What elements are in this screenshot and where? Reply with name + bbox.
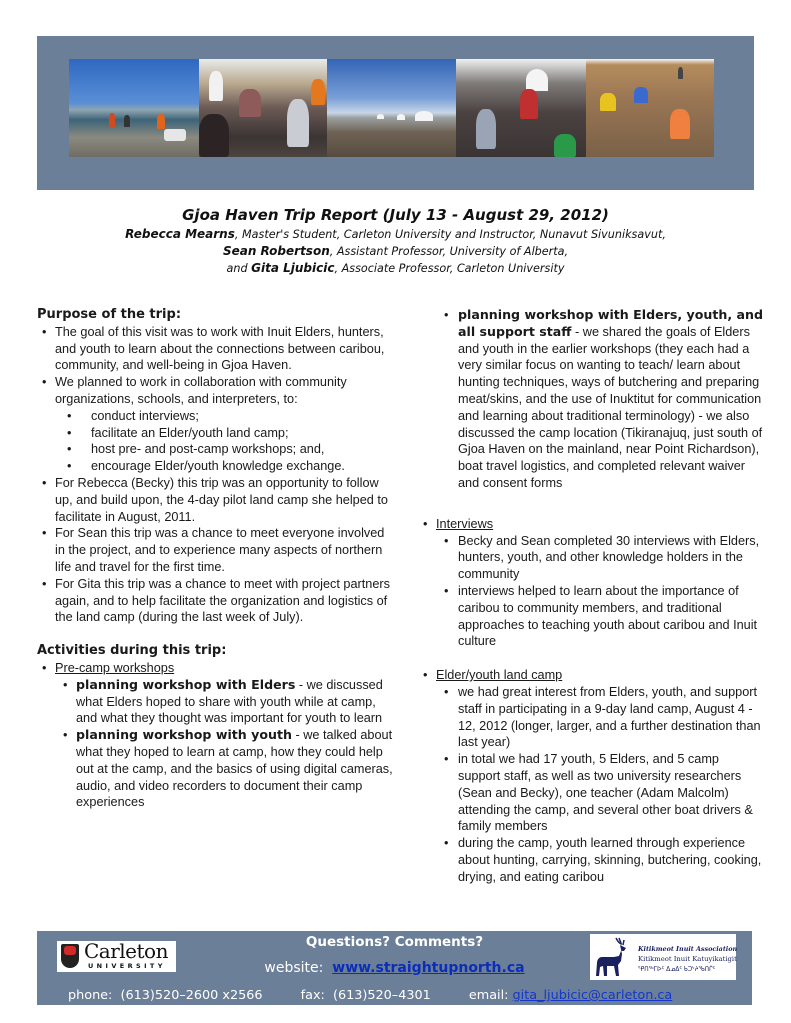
questions-comments-text: Questions? Comments? [305,934,484,950]
precamp-label-text: Pre-camp workshops [55,660,175,675]
purpose-subitem: • encourage Elder/youth knowledge exchange. [37,458,397,475]
phone-label: phone: [68,988,113,1003]
kia-logo-line1: Kitikmeot Inuit Association [638,945,738,953]
group-gathered-near-tent-photo [456,59,586,157]
website-link[interactable]: www.straightupnorth.ca [332,960,525,976]
kia-logo-line3: ᕿᑎᖅᒥᐅᑦ ᐃᓄᐃᑦ ᑲᑐᔾᔨᖃᑎᒌᑦ [638,966,716,973]
author-role: , Associate Professor, Carleton University [334,262,565,275]
interviews-section-label [418,516,763,533]
report-header [60,206,731,277]
precamp-item [37,677,397,727]
author-line [60,260,731,277]
purpose-item-text: For Sean this trip was a chance to meet everyone involved in the project, and to experience many aspects of northern life and travel for the first time. [55,526,385,574]
purpose-item-text: We planned to work in collaboration with community organizations, schools, and interpreters, to: [55,375,347,406]
author-prefix: and [226,262,252,275]
contact-footer [37,931,752,1005]
kia-logo-line2: Kitikmeot Inuit Katuyikatigit [638,955,737,963]
author-role: , Master's Student, Carleton University and Instructor, Nunavut Sivuniksavut, [234,228,666,241]
photo-strip [69,59,722,157]
precamp-item [37,727,397,811]
author-line [60,243,731,260]
landcamp-section-label [418,667,763,684]
email-link[interactable]: gita_ljubicic@carleton.ca [512,988,673,1003]
group-workshop-outdoors-photo [199,59,327,157]
landcamp-label-text: Elder/youth land camp [436,668,563,683]
email-label: email: [468,988,509,1003]
precamp-item-bold: planning workshop with youth [76,727,292,743]
author-role: , Assistant Professor, University of Alberta, [329,245,569,258]
photo-banner [37,36,754,190]
fax-label: fax: [300,988,325,1003]
kitikmeot-inuit-association-logo [590,934,736,980]
purpose-subitem: • conduct interviews; [37,408,397,425]
author-name: Rebecca Mearns [125,227,235,241]
author-name: Gita Ljubicic [251,261,335,275]
fax-number: (613)520–4301 [332,988,431,1003]
carleton-logo-sub: UNIVERSITY [88,962,166,970]
interviews-item: • interviews helped to learn about the importance of caribou to community members, and traditional approaches to teaching youth about caribou and Inuit culture [418,583,763,650]
precamp-item-text: - we discussed what Elders hoped to share with youth while at camp, and what they thought was important for youth to learn [76,677,383,726]
precamp-section-label [37,660,397,677]
author-line [60,226,731,243]
tents-on-tundra-photo [327,59,456,157]
interviews-item: • Becky and Sean completed 30 interviews with Elders, hunters, youth, and other knowledge holders in the community [418,533,763,583]
phone-number: (613)520–2600 x2566 [120,988,263,1003]
purpose-subitem: • host pre- and post-camp workshops; and, [37,441,397,458]
report-title: Gjoa Haven Trip Report (July 13 - August 29, 2012) [182,206,609,224]
left-column [37,307,397,811]
purpose-subitem: • facilitate an Elder/youth land camp; [37,425,397,442]
purpose-item [37,374,397,408]
purpose-item-text: The goal of this visit was to work with Inuit Elders, hunters, and youth to learn about the connections between caribou, community, and well-being in Gjoa Haven. [55,324,385,373]
author-name: Sean Robertson [222,244,330,258]
purpose-item-text: For Rebecca (Becky) this trip was an opportunity to follow up, and build upon, the 4-day pilot land camp she helped to facilitate in August, 2011. [55,475,388,524]
purpose-item [37,475,397,525]
purpose-item-text: For Gita this trip was a chance to meet with project partners again, and to help facilitate the organization and logistics of the land camp (during the last week of July). [55,576,390,625]
right-column [418,307,763,886]
precamp-item [418,307,763,492]
precamp-item-bold: planning workshop with Elders [76,676,296,692]
activities-heading: Activities during this trip: [37,643,227,659]
purpose-item [37,576,397,626]
purpose-item [37,525,397,575]
caribou-icon [594,936,634,978]
landcamp-item: • we had great interest from Elders, youth, and support staff in participating in a 9-day land camp, August 4 - 12, 2012 (longer, larger, and a further destination than last year) [418,684,763,751]
precamp-item-bold: planning workshop with Elders, youth, and all support staff [458,307,763,339]
youth-harvesting-on-tundra-photo [586,59,714,157]
landcamp-item: • during the camp, youth learned through experience about hunting, carrying, skinning, butchering, cooking, drying, and eating caribou [418,835,763,885]
interviews-label-text: Interviews [436,516,494,531]
contact-line [68,988,672,1003]
precamp-item-text: - we shared the goals of Elders and youth in the earlier workshops (they each had a very similar focus on wanting to teach/ learn about hunting techniques, ways of butchering and preparing meat/skins, and the use of Inuktitut for communication and learning about traditional terminology) - we also discussed the camp location (Tikiranajuq, just south of Gjoa Haven on the mainland, near Point Richardson), boat travel logistics, and completed relevant waiver and consent forms [458,324,763,490]
dock-with-boats-photo [69,59,199,157]
purpose-item [37,324,397,374]
purpose-heading: Purpose of the trip: [37,307,182,322]
precamp-item-text: - we talked about what they hoped to learn at camp, how they could help out at the camp, and the basics of using digital cameras, audio, and video recorders to document their camp experiences [76,728,393,810]
landcamp-item: • in total we had 17 youth, 5 Elders, and 5 camp support staff, as well as two university researchers (Sean and Becky), one teacher (Adam Malcolm) attending the camp, and several other boat drivers & family members [418,751,763,835]
website-label: website: [264,960,324,976]
carleton-logo-name: Carleton [84,939,168,963]
